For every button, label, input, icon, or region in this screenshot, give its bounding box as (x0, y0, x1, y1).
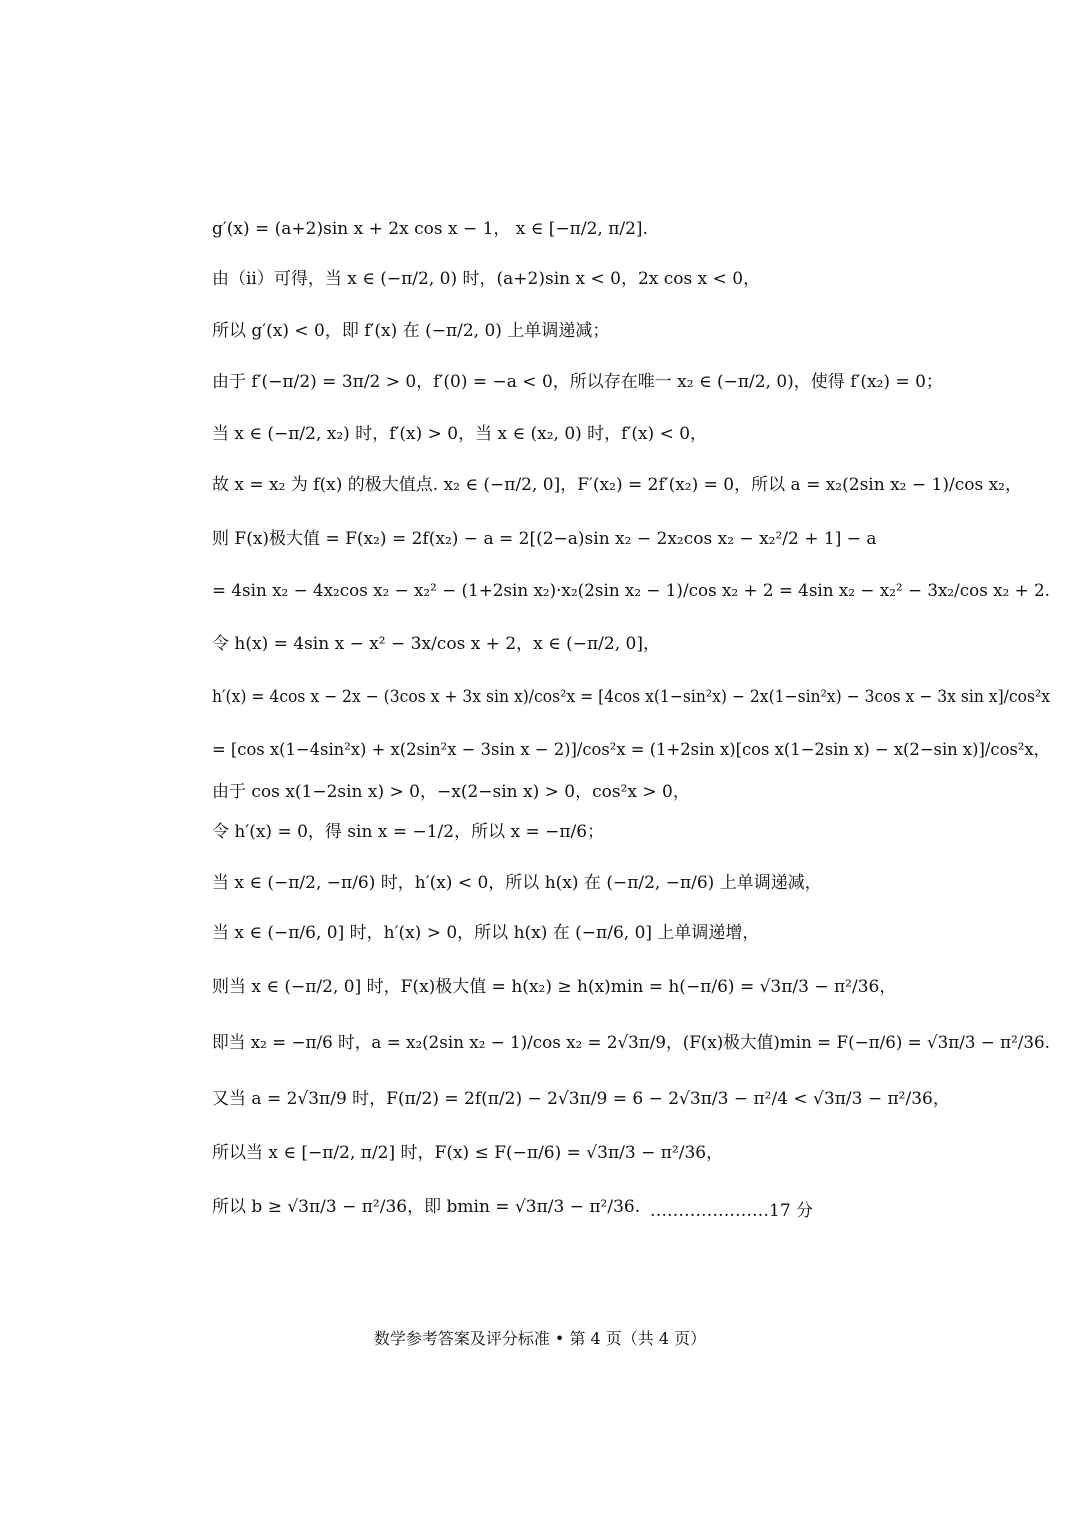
solution-line: 则 F(x)极大值 = F(x₂) = 2f(x₂) − a = 2[(2−a)sin x₂ − 2x₂cos x₂ − x₂²/2 + 1] − a (212, 529, 877, 549)
solution-line: 所以 g′(x) < 0，即 f′(x) 在 (−π/2, 0) 上单调递减； (212, 321, 610, 341)
solution-line: 由于 f′(−π/2) = 3π/2 > 0，f′(0) = −a < 0，所以存在唯一 x₂ ∈ (−π/2, 0)，使得 f′(x₂) = 0； (212, 372, 943, 392)
solution-line: 令 h′(x) = 0，得 sin x = −1/2，所以 x = −π/6； (212, 822, 605, 842)
solution-line: 又当 a = 2√3π/9 时，F(π/2) = 2f(π/2) − 2√3π/9 = 6 − 2√3π/3 − π²/4 < √3π/3 − π²/36， (212, 1089, 950, 1109)
solution-line: 当 x ∈ (−π/2, −π/6) 时，h′(x) < 0，所以 h(x) 在 (−π/2, −π/6) 上单调递减， (212, 873, 822, 893)
page-footer: 数学参考答案及评分标准 • 第 4 页（共 4 页） (373, 1329, 707, 1348)
solution-line: g′(x) = (a+2)sin x + 2x cos x − 1， x ∈ [−π/2, π/2]. (212, 219, 648, 239)
solution-line: 当 x ∈ (−π/2, x₂) 时，f′(x) > 0，当 x ∈ (x₂, 0) 时，f′(x) < 0， (212, 424, 708, 444)
score-marker: …………………17 分 (650, 1201, 814, 1221)
solution-line: 当 x ∈ (−π/6, 0] 时，h′(x) > 0，所以 h(x) 在 (−π/6, 0] 上单调递增， (212, 923, 760, 943)
solution-line: 令 h(x) = 4sin x − x² − 3x/cos x + 2，x ∈ (−π/2, 0]， (212, 634, 660, 654)
solution-line: h′(x) = 4cos x − 2x − (3cos x + 3x sin x)/cos²x = [4cos x(1−sin²x) − 2x(1−sin²x) − 3cos x − 3x sin x]/cos²x (212, 687, 1050, 707)
solution-line: 则当 x ∈ (−π/2, 0] 时，F(x)极大值 = h(x₂) ≥ h(x)min = h(−π/6) = √3π/3 − π²/36， (212, 977, 897, 997)
solution-line: 所以 b ≥ √3π/3 − π²/36，即 bmin = √3π/3 − π²/36. (212, 1197, 641, 1217)
solution-line: = [cos x(1−4sin²x) + x(2sin²x − 3sin x − 2)]/cos²x = (1+2sin x)[cos x(1−2sin x) − x(2−sin x)]/cos²x， (212, 740, 1050, 760)
solution-line: 由于 cos x(1−2sin x) > 0，−x(2−sin x) > 0，cos²x > 0， (212, 782, 690, 802)
solution-line: 所以当 x ∈ [−π/2, π/2] 时，F(x) ≤ F(−π/6) = √3π/3 − π²/36， (212, 1143, 724, 1163)
solution-line: 即当 x₂ = −π/6 时，a = x₂(2sin x₂ − 1)/cos x₂ = 2√3π/9，(F(x)极大值)min = F(−π/6) = √3π/3 − π²/36. (212, 1033, 1050, 1053)
solution-line: 由（ii）可得，当 x ∈ (−π/2, 0) 时，(a+2)sin x < 0，2x cos x < 0， (212, 269, 761, 289)
solution-line: = 4sin x₂ − 4x₂cos x₂ − x₂² − (1+2sin x₂)·x₂(2sin x₂ − 1)/cos x₂ + 2 = 4sin x₂ − x₂² − 3x₂/cos x₂ + 2. (212, 581, 1050, 601)
solution-line: 故 x = x₂ 为 f(x) 的极大值点. x₂ ∈ (−π/2, 0]，F′(x₂) = 2f′(x₂) = 0，所以 a = x₂(2sin x₂ − 1)/cos x₂， (212, 475, 1022, 495)
